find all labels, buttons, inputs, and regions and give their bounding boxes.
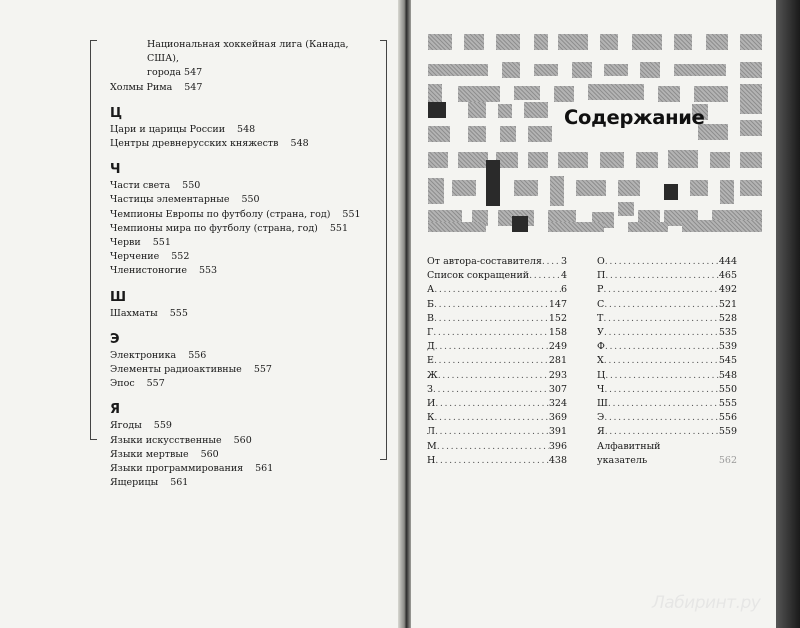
toc-label: Р <box>597 284 604 296</box>
toc-row[interactable] <box>427 354 567 368</box>
toc-row[interactable] <box>597 383 737 397</box>
toc-page-number: 158 <box>548 327 567 339</box>
index-section-letter: Я <box>110 402 121 418</box>
toc-label: Ц <box>597 369 606 381</box>
toc-leader <box>604 354 719 368</box>
toc-row[interactable] <box>597 255 737 269</box>
toc-label: П <box>597 270 606 282</box>
pattern-gray-block <box>500 126 516 142</box>
index-entry[interactable] <box>110 123 378 137</box>
toc-row[interactable] <box>427 269 567 283</box>
pattern-gray-block <box>640 62 660 78</box>
toc-label: Б <box>427 298 434 310</box>
toc-row[interactable] <box>427 326 567 340</box>
toc-row[interactable] <box>597 369 737 383</box>
index-entry-page: 560 <box>200 448 219 460</box>
toc-leader <box>434 312 549 326</box>
index-entry-text: Цари и царицы России <box>110 123 226 135</box>
index-entry-text: Ящерицы <box>110 477 159 489</box>
toc-label: К <box>427 412 435 424</box>
toc-label: Алфавитный <box>597 440 661 452</box>
toc-page-number: 293 <box>548 369 567 381</box>
index-entry-page: 550 <box>241 194 260 206</box>
toc-row[interactable] <box>427 312 567 326</box>
toc-page-number: 3 <box>560 256 567 267</box>
pattern-gray-block <box>428 178 444 204</box>
pattern-gray-block <box>658 86 680 102</box>
index-entry-text: Части света <box>110 180 171 192</box>
toc-leader <box>435 340 549 354</box>
toc-leader <box>603 312 719 326</box>
right-bracket <box>380 40 387 460</box>
pattern-gray-block <box>458 86 500 102</box>
index-entry-page: 556 <box>188 349 207 361</box>
toc-row[interactable] <box>427 411 567 425</box>
pattern-gray-block <box>528 152 548 168</box>
index-entry-page: 553 <box>198 265 218 277</box>
toc-label: Ш <box>597 398 608 410</box>
alphabetical-index <box>110 38 378 490</box>
pattern-gray-block <box>468 126 486 142</box>
pattern-gray-block <box>550 176 564 206</box>
toc-row[interactable] <box>597 425 737 439</box>
index-entry-text: Эпос <box>110 378 135 390</box>
pattern-gray-block <box>682 220 762 232</box>
pattern-gray-block <box>528 126 552 142</box>
pattern-gray-block <box>740 62 762 78</box>
toc-leader <box>435 425 549 439</box>
toc-page-number: 249 <box>548 341 567 353</box>
pattern-gray-block <box>628 222 668 232</box>
toc-row[interactable] <box>427 340 567 354</box>
index-entry-page: 555 <box>169 307 188 319</box>
toc-page-number: 4 <box>560 270 567 282</box>
toc-leader <box>435 397 549 411</box>
toc-page-number: 545 <box>718 355 737 367</box>
index-entry-page: 551 <box>152 237 171 249</box>
pattern-gray-block <box>740 180 762 196</box>
pattern-gray-block <box>514 180 538 196</box>
toc-leader <box>434 354 549 368</box>
page-edge <box>776 0 800 628</box>
toc-page-number: 6 <box>560 284 567 296</box>
pattern-gray-block <box>524 102 548 118</box>
index-entry-page: 557 <box>253 364 272 376</box>
toc-page-number: 152 <box>548 312 567 324</box>
toc-leader <box>604 326 719 340</box>
toc-page-number: 521 <box>718 298 737 310</box>
pattern-gray-block <box>674 34 692 50</box>
index-continuation-line: города 547 <box>147 67 203 79</box>
pattern-gray-block <box>600 34 618 50</box>
pattern-gray-block <box>498 104 512 118</box>
index-entry[interactable] <box>110 222 378 236</box>
pattern-gray-block <box>458 152 488 168</box>
index-entry[interactable] <box>110 448 378 462</box>
toc-label: Список сокращений <box>427 270 530 282</box>
toc-page-number: 147 <box>548 298 567 310</box>
pattern-gray-block <box>534 64 558 76</box>
toc-page-number: 492 <box>718 284 737 296</box>
index-entry-text: Чемпионы мира по футболу (страна, год) <box>110 222 318 234</box>
pattern-gray-block <box>428 64 488 76</box>
toc-column-1 <box>427 255 567 468</box>
pattern-gray-block <box>428 34 452 50</box>
toc-column-2 <box>597 255 737 468</box>
toc-label: Ч <box>597 383 605 395</box>
toc-row[interactable] <box>427 298 567 312</box>
toc-leader <box>434 411 549 425</box>
pattern-gray-block <box>514 86 540 100</box>
pattern-gray-block <box>720 180 734 204</box>
index-entry-page: 561 <box>170 477 189 489</box>
index-entry-page: 552 <box>171 251 190 263</box>
index-entry[interactable] <box>110 250 378 264</box>
index-entry[interactable] <box>110 377 378 391</box>
toc-page-number: 555 <box>718 398 737 410</box>
pattern-gray-block <box>428 152 448 168</box>
index-entry[interactable] <box>110 363 378 377</box>
pattern-gray-block <box>740 120 762 136</box>
index-entry-page: 550 <box>182 180 201 192</box>
index-entry-text: Черви <box>110 237 141 249</box>
toc-leader <box>604 383 719 397</box>
toc-page-number: 444 <box>718 256 737 267</box>
index-entry-text: Ягоды <box>110 420 142 432</box>
index-entry-page: 547 <box>184 81 203 93</box>
pattern-gray-block <box>710 152 730 168</box>
toc-page-number: 562 <box>718 454 737 466</box>
toc-leader <box>435 454 549 468</box>
pattern-gray-block <box>452 180 476 196</box>
toc-page-number: 548 <box>718 369 737 381</box>
toc-row[interactable] <box>597 340 737 354</box>
pattern-gray-block <box>558 152 588 168</box>
index-entry[interactable] <box>110 137 378 151</box>
toc-row[interactable] <box>427 425 567 439</box>
toc-label: Я <box>597 426 605 438</box>
index-entry[interactable] <box>110 419 378 433</box>
pattern-dark-square <box>664 184 678 200</box>
index-entry[interactable] <box>110 81 378 95</box>
pattern-dark-square <box>512 216 528 232</box>
toc-leader <box>434 283 561 297</box>
index-entry-page: 557 <box>146 378 165 390</box>
toc-leader <box>605 425 719 439</box>
toc-label: От автора-составителя <box>427 256 542 267</box>
toc-label: Г <box>427 327 434 339</box>
toc-page-number: 391 <box>548 426 567 438</box>
index-entry-text: Черчение <box>110 251 160 263</box>
toc-page-number: 307 <box>548 383 567 395</box>
toc-leader <box>542 255 561 269</box>
toc-row[interactable] <box>427 454 567 468</box>
index-entry-text: Языки мертвые <box>110 448 189 460</box>
toc-leader <box>433 383 549 397</box>
toc-label: Ф <box>597 341 605 353</box>
index-entry-page: 551 <box>342 208 361 220</box>
toc-leader <box>603 283 718 297</box>
toc-row-index[interactable] <box>597 440 737 454</box>
toc-page-number: 324 <box>548 398 567 410</box>
pattern-gray-block <box>740 34 762 50</box>
toc-page-number: 539 <box>718 341 737 353</box>
toc-label: В <box>427 312 434 324</box>
pattern-gray-block <box>502 62 520 78</box>
pattern-gray-block <box>690 180 708 196</box>
toc-leader <box>605 340 719 354</box>
index-entry-text: Чемпионы Европы по футболу (страна, год) <box>110 208 331 220</box>
index-section-letter: Ц <box>110 105 123 121</box>
toc-label: Д <box>427 341 435 353</box>
pattern-gray-block <box>674 64 726 76</box>
watermark-logo: Лабиринт.ру <box>652 593 761 613</box>
toc-row[interactable] <box>427 383 567 397</box>
left-bracket <box>90 40 97 440</box>
pattern-gray-block <box>604 64 628 76</box>
index-entry-text: Центры древнерусских княжеств <box>110 138 279 150</box>
toc-row[interactable] <box>597 326 737 340</box>
pattern-gray-block <box>632 34 662 50</box>
toc-row[interactable] <box>427 440 567 454</box>
toc-leader <box>604 411 719 425</box>
pattern-gray-block <box>464 34 484 50</box>
index-continuation-line: Национальная хоккейная лига (Канада, США), <box>147 39 349 65</box>
index-entry[interactable] <box>110 434 378 448</box>
toc-label: С <box>597 298 605 310</box>
index-entry-text: Языки программирования <box>110 463 244 475</box>
index-entry[interactable] <box>110 462 378 476</box>
toc-leader <box>434 298 549 312</box>
pattern-gray-block <box>572 62 592 78</box>
toc-label: М <box>427 440 437 452</box>
toc-row[interactable] <box>597 354 737 368</box>
toc-row-index-line2[interactable] <box>597 454 737 468</box>
pattern-gray-block <box>668 150 698 168</box>
index-entry-text: Частицы элементарные <box>110 194 230 206</box>
toc-leader <box>605 255 719 269</box>
pattern-gray-block <box>554 86 574 102</box>
index-entry-page: 561 <box>255 463 274 475</box>
toc-row[interactable] <box>427 255 567 269</box>
pattern-dark-square <box>428 102 446 118</box>
toc-page-number: 550 <box>718 383 737 395</box>
index-section-letter: Э <box>110 331 120 347</box>
pattern-gray-block <box>548 222 604 232</box>
index-section-letter: Ш <box>110 289 127 305</box>
pattern-gray-block <box>534 34 548 50</box>
pattern-gray-block <box>706 34 728 50</box>
toc-page-number: 396 <box>548 440 567 452</box>
toc-label: З <box>427 383 433 395</box>
toc-label: Х <box>597 355 604 367</box>
index-section-letter: Ч <box>110 162 121 178</box>
index-entry-page: 551 <box>329 222 349 234</box>
toc-row[interactable] <box>427 283 567 297</box>
index-entry-page: 548 <box>290 138 309 150</box>
index-entry-page: 559 <box>153 420 172 432</box>
toc-row[interactable] <box>597 283 737 297</box>
pattern-gray-block <box>740 152 762 168</box>
index-entry-page: 548 <box>237 123 256 135</box>
toc-row[interactable] <box>427 369 567 383</box>
toc-row[interactable] <box>597 298 737 312</box>
book-gutter <box>398 0 412 628</box>
toc-leader <box>433 326 549 340</box>
pattern-gray-block <box>496 34 520 50</box>
index-entry[interactable] <box>110 264 378 278</box>
index-entry-text: Холмы Рима <box>110 81 173 93</box>
toc-page-number: 528 <box>718 312 737 324</box>
index-entry[interactable] <box>110 193 378 207</box>
pattern-gray-block <box>428 126 450 142</box>
pattern-gray-block <box>576 180 606 196</box>
toc-page-number: 369 <box>548 412 567 424</box>
toc-row[interactable] <box>427 397 567 411</box>
index-entry[interactable] <box>110 236 378 250</box>
pattern-gray-block <box>468 102 486 118</box>
toc-label: Э <box>597 412 605 424</box>
pattern-gray-block <box>694 86 728 102</box>
toc-label: Л <box>427 426 435 438</box>
pattern-gray-block <box>618 202 634 216</box>
toc-label: Ж <box>427 369 438 381</box>
toc-label: Е <box>427 355 434 367</box>
pattern-dark-square <box>486 160 500 206</box>
pattern-gray-block <box>740 84 762 114</box>
index-entry[interactable] <box>110 349 378 363</box>
toc-label: А <box>427 284 435 296</box>
toc-leader <box>604 298 719 312</box>
toc-row[interactable] <box>597 411 737 425</box>
index-entry[interactable] <box>110 179 378 193</box>
index-entry-text: Членистоногие <box>110 265 187 277</box>
pattern-gray-block <box>618 180 640 196</box>
toc-page-number: 556 <box>718 412 737 424</box>
toc-label: Т <box>597 312 604 324</box>
index-entry[interactable] <box>110 307 378 321</box>
pattern-gray-block <box>558 34 588 50</box>
index-entry-text: Шахматы <box>110 307 158 319</box>
toc-leader <box>605 269 719 283</box>
index-entry-text: Языки искусственные <box>110 434 222 446</box>
index-entry-page: 560 <box>233 434 252 446</box>
toc-label: У <box>597 327 604 339</box>
toc-page-number: 535 <box>718 327 737 339</box>
toc-leader <box>605 369 719 383</box>
toc-label: И <box>427 398 436 410</box>
toc-leader <box>437 440 549 454</box>
toc-leader <box>529 269 561 283</box>
index-entry-text: Электроника <box>110 349 177 361</box>
toc-page-number: 281 <box>548 355 567 367</box>
toc-label: О <box>597 256 605 267</box>
toc-row[interactable] <box>597 397 737 411</box>
pattern-gray-block <box>588 84 644 100</box>
toc-page-number: 465 <box>718 270 737 282</box>
toc-label: указатель <box>597 454 648 466</box>
pattern-gray-block <box>428 222 486 232</box>
pattern-gray-block <box>636 152 658 168</box>
index-entry[interactable] <box>110 476 378 490</box>
contents-title: Содержание <box>564 106 705 129</box>
index-entry[interactable] <box>110 208 378 222</box>
toc-label: Н <box>427 454 436 466</box>
pattern-gray-block <box>600 152 624 168</box>
toc-leader <box>608 397 719 411</box>
toc-row[interactable] <box>597 312 737 326</box>
toc-page-number: 559 <box>718 426 737 438</box>
index-entry-text: Элементы радиоактивные <box>110 364 242 376</box>
toc-leader <box>438 369 549 383</box>
toc-page-number: 438 <box>548 454 567 466</box>
toc-row[interactable] <box>597 269 737 283</box>
